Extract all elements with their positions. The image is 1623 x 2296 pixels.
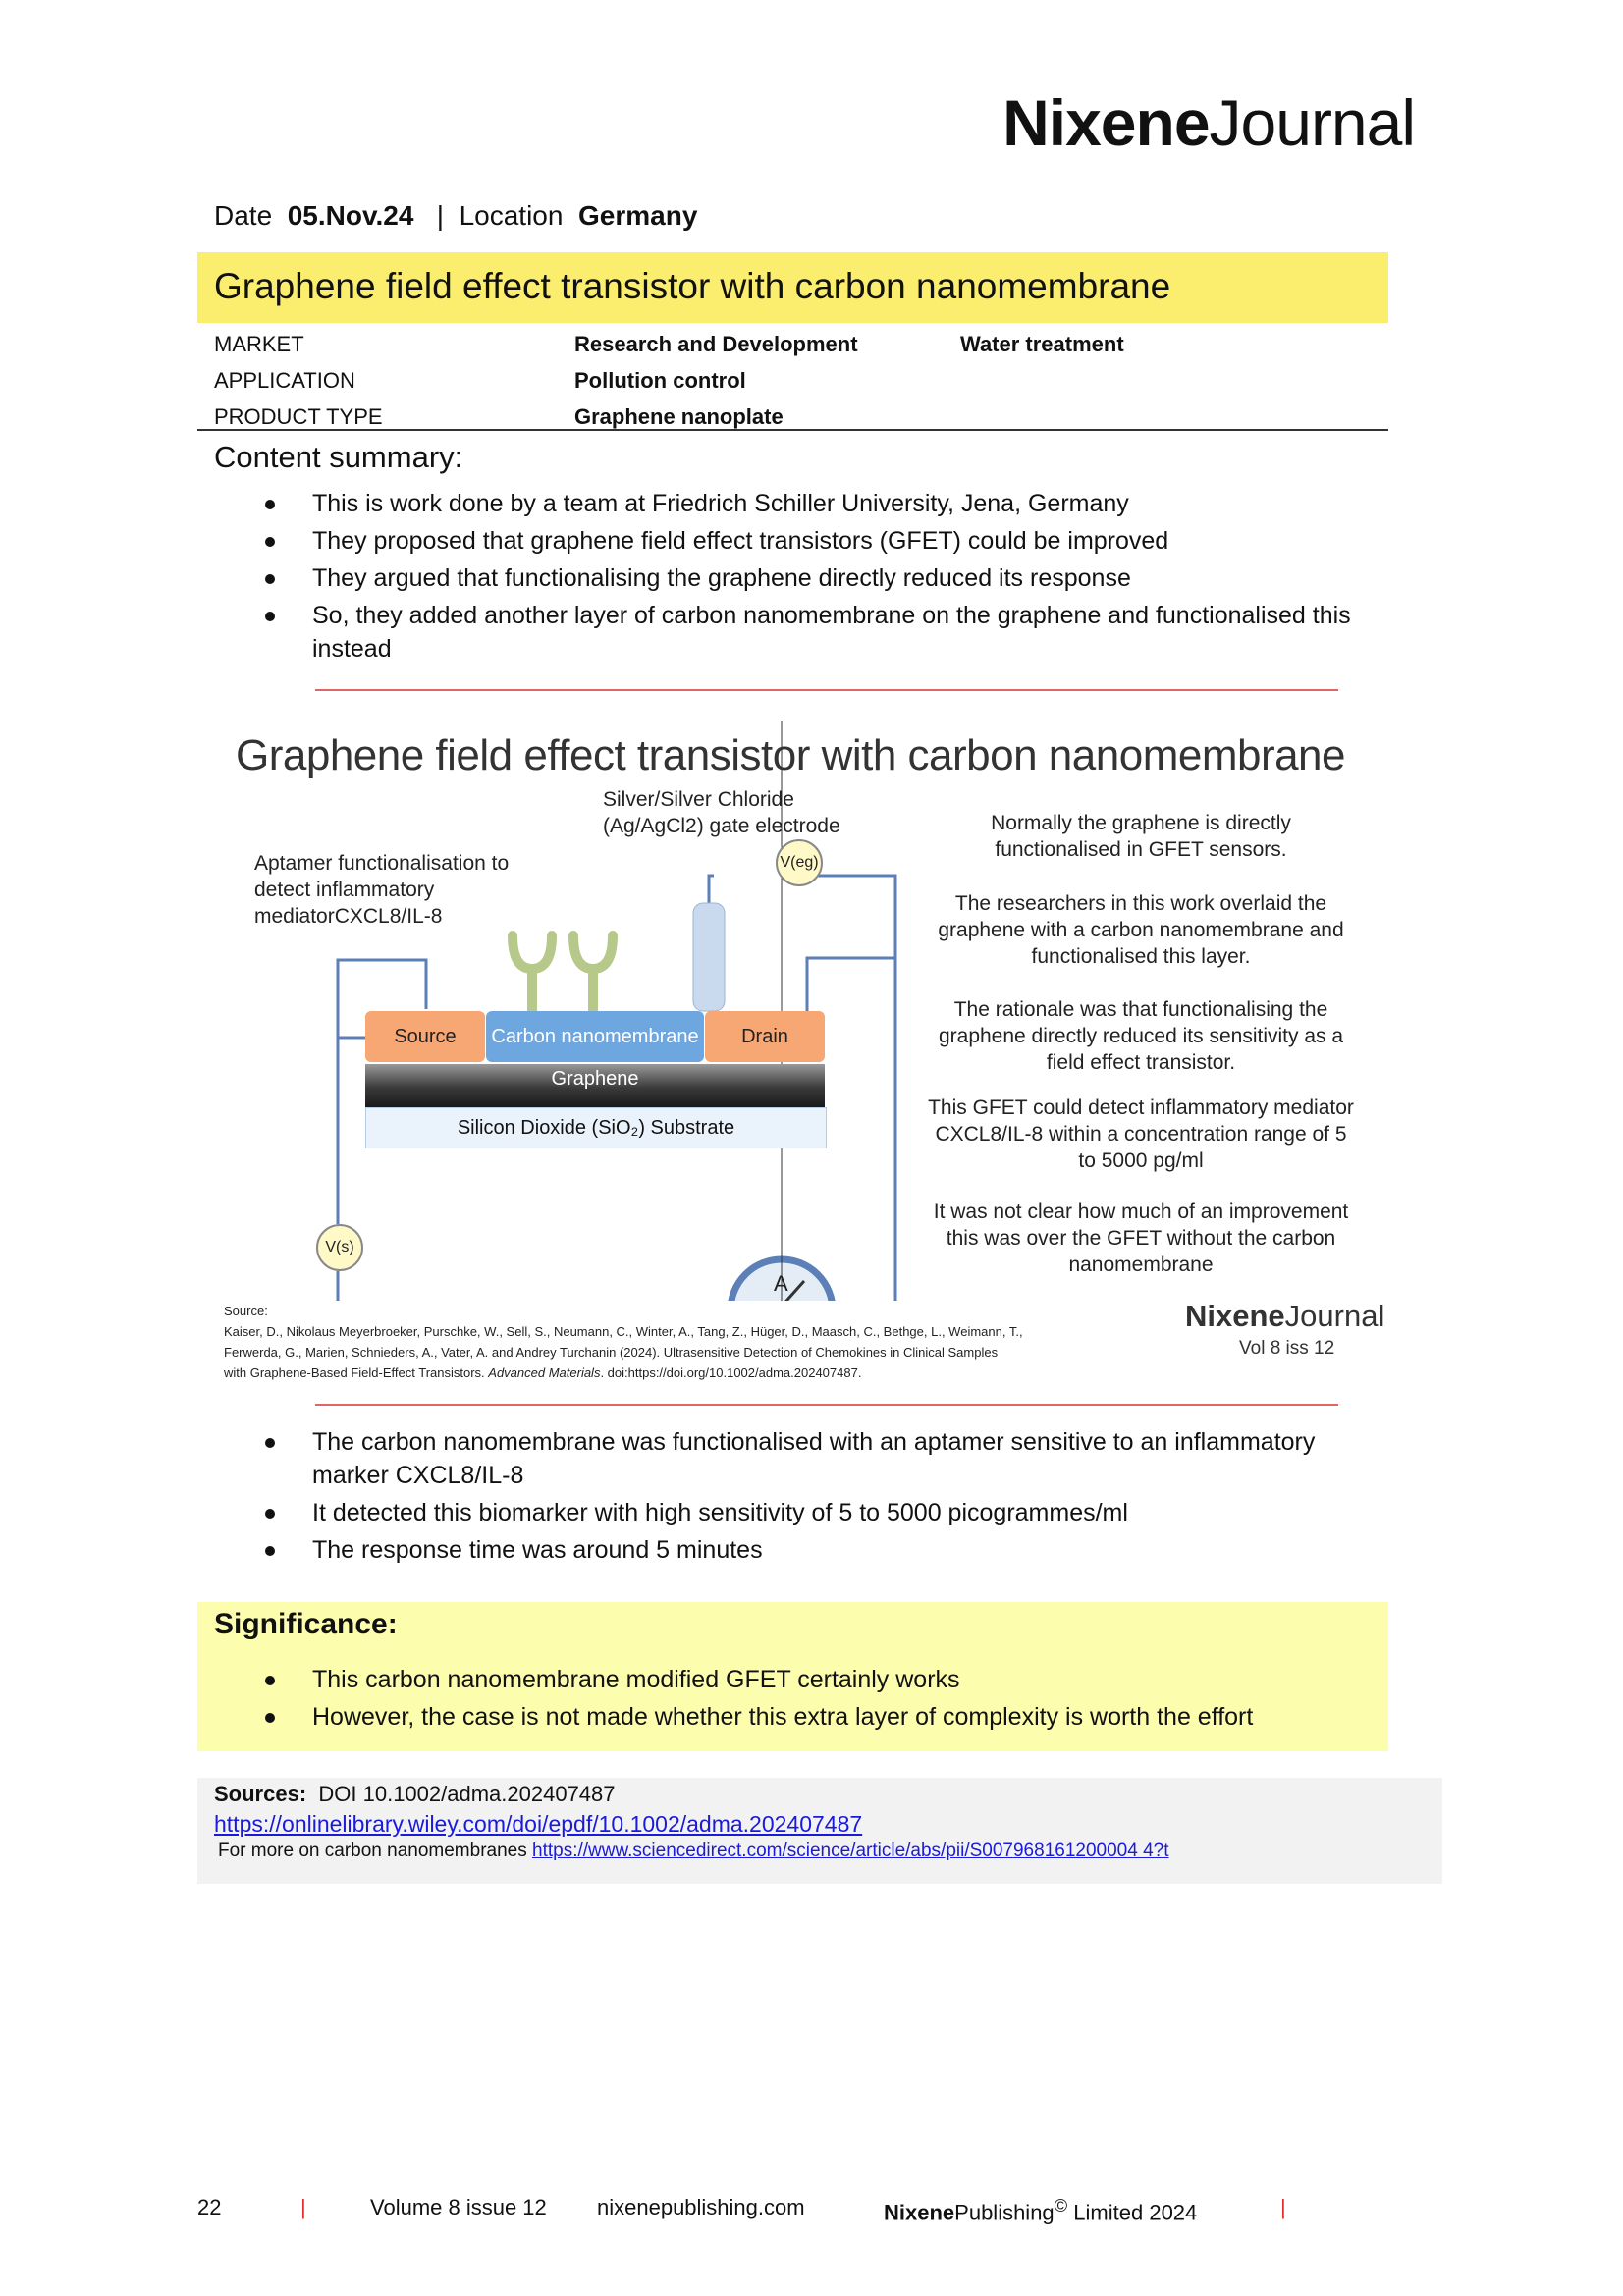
aptamer-icon bbox=[513, 935, 613, 1011]
product-type-value: Graphene nanoplate bbox=[574, 404, 784, 429]
masthead-brand-light: Journal bbox=[1209, 86, 1415, 159]
bullet-icon bbox=[265, 537, 275, 547]
footer-site: nixenepublishing.com bbox=[597, 2195, 805, 2219]
footer-volume: Volume 8 issue 12 bbox=[370, 2195, 547, 2219]
wire-gate bbox=[709, 876, 714, 903]
footer-copyright bbox=[884, 2195, 1197, 2225]
list-item bbox=[214, 1496, 1363, 1529]
list-item-text: It detected this biomarker with high sensitivity of 5 to 5000 picogrammes/ml bbox=[312, 1499, 1128, 1526]
bullet-icon bbox=[265, 574, 275, 584]
gate-label-1: Silver/Silver Chloride bbox=[603, 788, 794, 811]
list-item-text: They proposed that graphene field effect transistors (GFET) could be improved bbox=[312, 527, 1169, 555]
drain-layer: Drain bbox=[705, 1011, 825, 1062]
footer-rest: Limited 2024 bbox=[1067, 2200, 1198, 2225]
article-title: Graphene field effect transistor with carbon nanomembrane bbox=[214, 266, 1171, 306]
figure-source-line-1: Kaiser, D., Nikolaus Meyerbroeker, Purschke, W., Sell, S., Neumann, C., Winter, A., Tang, Z., Hüger, D., Maasch, C., Bethge, L., Weimann, T., bbox=[224, 1324, 1023, 1339]
meta-row-market bbox=[214, 326, 1382, 362]
figure-bottom-rule bbox=[315, 1404, 1338, 1406]
masthead-brand-bold: Nixene bbox=[1002, 86, 1210, 159]
footer-pipe-2: | bbox=[1280, 2195, 1286, 2219]
sources-label: Sources: bbox=[214, 1782, 307, 1806]
market-label: MARKET bbox=[214, 332, 304, 356]
bullet-icon bbox=[265, 1676, 275, 1685]
meta-table bbox=[214, 326, 1382, 435]
figure-note-2: The researchers in this work overlaid the graphene with a carbon nanomembrane and functionalised this layer. bbox=[938, 892, 1344, 968]
page-number: 22 bbox=[197, 2195, 222, 2219]
figure-source-line-2: Ferwerda, G., Marien, Schnieders, A., Vater, A. and Andrey Turchanin (2024). Ultrasensitive Detection of Chemokines in Clinical Samples bbox=[224, 1345, 999, 1360]
figure-brand-logo bbox=[1185, 1299, 1384, 1334]
source-part-a: with Graphene-Based Field-Effect Transistors. bbox=[224, 1365, 485, 1380]
market-value-1: Research and Development bbox=[574, 332, 858, 356]
location-label: Location bbox=[459, 200, 564, 231]
list-item bbox=[214, 1533, 1363, 1567]
article-title-bar bbox=[197, 252, 1388, 323]
list-item-text: The carbon nanomembrane was functionalised with an aptamer sensitive to an inflammatory marker CXCL8/IL-8 bbox=[312, 1428, 1316, 1489]
list-item bbox=[214, 1663, 1363, 1696]
ammeter-label: A bbox=[774, 1271, 788, 1296]
figure-top-rule bbox=[315, 689, 1338, 691]
summary-list bbox=[214, 487, 1363, 669]
graphene-layer: Graphene bbox=[365, 1064, 825, 1107]
product-type-label: PRODUCT TYPE bbox=[214, 404, 383, 429]
carbon-nanomembrane-layer: Carbon nanomembrane bbox=[486, 1011, 704, 1062]
figure-source-line-3 bbox=[224, 1362, 1157, 1383]
gfet-figure bbox=[218, 721, 1388, 1384]
footer-brand-bold: Nixene bbox=[884, 2200, 955, 2225]
source-journal: Advanced Materials bbox=[488, 1365, 601, 1380]
dateline-separator: | bbox=[436, 200, 445, 231]
more-sources-line bbox=[218, 1841, 1169, 1862]
figure-source bbox=[224, 1301, 1157, 1383]
list-item-text: The response time was around 5 minutes bbox=[312, 1536, 763, 1564]
vs-label: V(s) bbox=[316, 1224, 363, 1271]
wire-right-down bbox=[856, 958, 895, 1301]
figure-title: Graphene field effect transistor with carbon nanomembrane bbox=[236, 731, 1346, 779]
list-item bbox=[214, 599, 1363, 666]
market-value-2: Water treatment bbox=[960, 332, 1124, 356]
list-item bbox=[214, 1425, 1363, 1492]
list-item bbox=[214, 487, 1363, 520]
figure-source-label: Source: bbox=[224, 1304, 268, 1318]
gate-electrode-icon bbox=[693, 903, 725, 1011]
significance-list bbox=[214, 1663, 1363, 1737]
aptamer-label-1: Aptamer functionalisation to bbox=[254, 852, 510, 875]
aptamer-label-3: mediatorCXCL8/IL-8 bbox=[254, 905, 443, 928]
location-value: Germany bbox=[578, 200, 698, 231]
figure-note-1: Normally the graphene is directly functionalised in GFET sensors. bbox=[991, 812, 1291, 861]
source-part-c: . doi:https://doi.org/10.1002/adma.202407487. bbox=[600, 1365, 862, 1380]
list-item bbox=[214, 1700, 1363, 1734]
wiley-link[interactable]: https://onlinelibrary.wiley.com/doi/epdf/10.1002/adma.202407487 bbox=[214, 1811, 863, 1837]
dateline bbox=[214, 200, 697, 232]
veg-label: V(eg) bbox=[776, 839, 823, 886]
application-label: APPLICATION bbox=[214, 368, 355, 393]
bullet-icon bbox=[265, 500, 275, 509]
figure-note-4: This GFET could detect inflammatory mediator CXCL8/IL-8 within a concentration range of 5 to 5000 pg/ml bbox=[928, 1096, 1354, 1172]
masthead-logo bbox=[1002, 86, 1415, 159]
copyright-mark: © bbox=[1054, 2195, 1068, 2216]
list-item bbox=[214, 524, 1363, 558]
list-item-text: However, the case is not made whether this extra layer of complexity is worth the effort bbox=[312, 1703, 1254, 1731]
gate-label-2: (Ag/AgCl2) gate electrode bbox=[603, 815, 840, 837]
more-label: For more on carbon nanomembranes bbox=[218, 1841, 527, 1861]
bullet-icon bbox=[265, 612, 275, 621]
significance-heading: Significance: bbox=[214, 1608, 398, 1640]
figure-volume: Vol 8 iss 12 bbox=[1239, 1338, 1335, 1359]
list-item bbox=[214, 561, 1363, 595]
aptamer-label-2: detect inflammatory bbox=[254, 879, 435, 901]
figure-note-3: The rationale was that functionalising the graphene directly reduced its sensitivity as a field effect transistor. bbox=[938, 998, 1344, 1074]
bullet-icon bbox=[265, 1438, 275, 1448]
sources-doi-line bbox=[214, 1782, 616, 1807]
list-item-text: So, they added another layer of carbon nanomembrane on the graphene and functionalised this instead bbox=[312, 602, 1351, 663]
figure-note-5: It was not clear how much of an improvement this was over the GFET without the carbon nanomembrane bbox=[933, 1201, 1349, 1276]
bullet-icon bbox=[265, 1546, 275, 1556]
date-label: Date bbox=[214, 200, 273, 231]
meta-row-application bbox=[214, 362, 1382, 399]
list-item-text: They argued that functionalising the graphene directly reduced its response bbox=[312, 564, 1131, 592]
details-list bbox=[214, 1425, 1363, 1571]
figure-brand-bold: Nixene bbox=[1185, 1299, 1285, 1333]
meta-divider bbox=[197, 429, 1388, 431]
substrate-layer: Silicon Dioxide (SiO₂) Substrate bbox=[365, 1107, 827, 1148]
bullet-icon bbox=[265, 1713, 275, 1723]
list-item-text: This is work done by a team at Friedrich Schiller University, Jena, Germany bbox=[312, 490, 1129, 517]
sciencedirect-link[interactable]: https://www.sciencedirect.com/science/article/abs/pii/S007968161200004 4?t bbox=[532, 1841, 1169, 1861]
summary-heading: Content summary: bbox=[214, 440, 463, 474]
date-value: 05.Nov.24 bbox=[287, 200, 414, 231]
application-value: Pollution control bbox=[574, 368, 746, 393]
list-item-text: This carbon nanomembrane modified GFET certainly works bbox=[312, 1666, 960, 1693]
footer-brand-rest: Publishing bbox=[954, 2200, 1055, 2225]
bullet-icon bbox=[265, 1509, 275, 1519]
sources-doi: DOI 10.1002/adma.202407487 bbox=[318, 1782, 616, 1806]
figure-brand-light: Journal bbox=[1284, 1299, 1385, 1333]
source-layer: Source bbox=[365, 1011, 485, 1062]
footer-pipe-1: | bbox=[300, 2195, 306, 2219]
